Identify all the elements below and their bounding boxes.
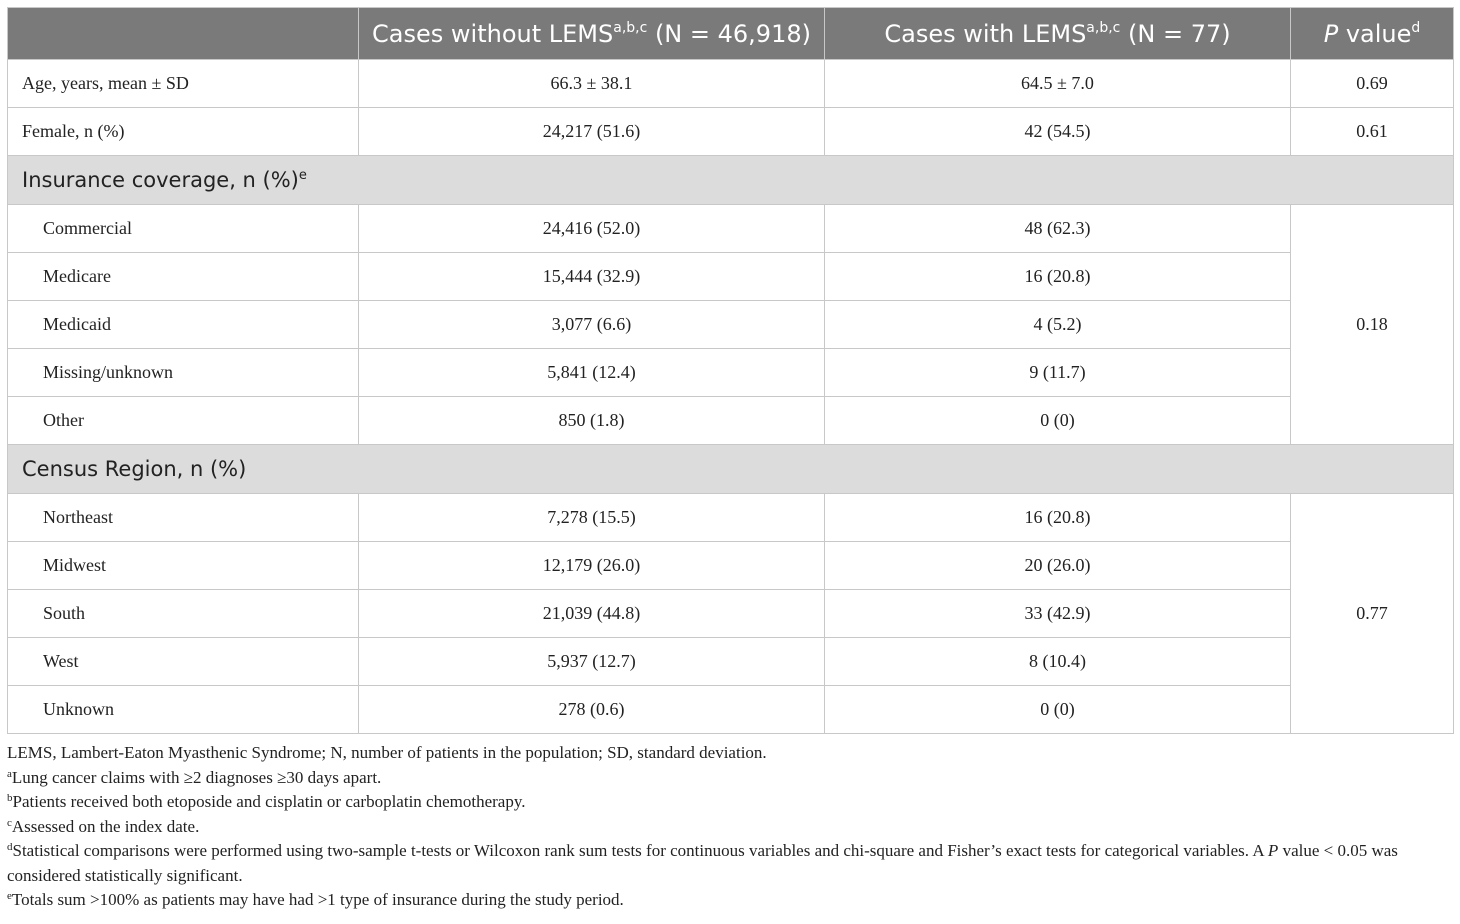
cell-without-lems: 850 (1.8) bbox=[359, 397, 825, 445]
cell-with-lems: 33 (42.9) bbox=[825, 590, 1291, 638]
cell-with-lems: 16 (20.8) bbox=[825, 494, 1291, 542]
cell-without-lems: 12,179 (26.0) bbox=[359, 542, 825, 590]
section-title-insurance: Insurance coverage, n (%)$^e$ bbox=[8, 156, 1454, 205]
section-row-region bbox=[8, 445, 1454, 494]
section-title-region: Census Region, n (%) bbox=[8, 445, 1454, 494]
table-row bbox=[8, 253, 1454, 301]
footnote-e: $^e$Totals sum >100% as patients may have had >1 type of insurance during the study period. bbox=[7, 890, 624, 909]
cell-without-lems: 24,416 (52.0) bbox=[359, 205, 825, 253]
cell-with-lems: 0 (0) bbox=[825, 397, 1291, 445]
table-row bbox=[8, 397, 1454, 445]
cell-with-lems: 20 (26.0) bbox=[825, 542, 1291, 590]
row-label: Medicare bbox=[8, 253, 359, 301]
section-row-insurance bbox=[8, 156, 1454, 205]
cell-without-lems: 21,039 (44.8) bbox=[359, 590, 825, 638]
row-label: South bbox=[8, 590, 359, 638]
header-row bbox=[8, 8, 1454, 60]
table-row bbox=[8, 590, 1454, 638]
cell-with-lems: 0 (0) bbox=[825, 686, 1291, 734]
cell-with-lems: 9 (11.7) bbox=[825, 349, 1291, 397]
cell-with-lems: 4 (5.2) bbox=[825, 301, 1291, 349]
table-row bbox=[8, 638, 1454, 686]
row-label: Unknown bbox=[8, 686, 359, 734]
row-label: Other bbox=[8, 397, 359, 445]
cell-without-lems: 5,937 (12.7) bbox=[359, 638, 825, 686]
cell-with-lems: 48 (62.3) bbox=[825, 205, 1291, 253]
footnote-c: $^c$Assessed on the index date. bbox=[7, 816, 200, 836]
table-row bbox=[8, 349, 1454, 397]
table-row bbox=[8, 686, 1454, 734]
cell-without-lems: 5,841 (12.4) bbox=[359, 349, 825, 397]
cell-without-lems: 66.3 ± 38.1 bbox=[359, 60, 825, 108]
table-container bbox=[7, 7, 1453, 913]
table-row-age bbox=[8, 60, 1454, 108]
footnotes bbox=[7, 741, 1453, 913]
row-label: Commercial bbox=[8, 205, 359, 253]
cell-without-lems: 7,278 (15.5) bbox=[359, 494, 825, 542]
cell-with-lems: 8 (10.4) bbox=[825, 638, 1291, 686]
header-cases-without-lems: Cases without LEMS$^{a,b,c}$ (N = 46,918) bbox=[359, 8, 825, 60]
row-label: Midwest bbox=[8, 542, 359, 590]
header-empty-cell bbox=[8, 8, 359, 60]
footnote-d: $^d$Statistical comparisons were performed using two-sample t-tests or Wilcoxon rank sum tests for continuous variables and chi-square and Fisher’s exact tests for categorical variables. A P value < 0.05 was considered statistically significant. bbox=[7, 841, 1398, 885]
row-label: Missing/unknown bbox=[8, 349, 359, 397]
table-row bbox=[8, 205, 1454, 253]
cell-with-lems: 64.5 ± 7.0 bbox=[825, 60, 1291, 108]
row-label: West bbox=[8, 638, 359, 686]
header-cases-with-lems: Cases with LEMS$^{a,b,c}$ (N = 77) bbox=[825, 8, 1291, 60]
cell-without-lems: 24,217 (51.6) bbox=[359, 108, 825, 156]
row-label: Age, years, mean ± SD bbox=[8, 60, 359, 108]
header-p-value: P value$^d$ bbox=[1291, 8, 1454, 60]
cell-without-lems: 3,077 (6.6) bbox=[359, 301, 825, 349]
table-row bbox=[8, 494, 1454, 542]
cell-with-lems: 16 (20.8) bbox=[825, 253, 1291, 301]
cell-p-value-insurance: 0.18 bbox=[1291, 205, 1454, 445]
demographics-table bbox=[7, 7, 1454, 734]
row-label: Northeast bbox=[8, 494, 359, 542]
table-row bbox=[8, 301, 1454, 349]
cell-p-value-region: 0.77 bbox=[1291, 494, 1454, 734]
row-label: Medicaid bbox=[8, 301, 359, 349]
cell-p-value: 0.61 bbox=[1291, 108, 1454, 156]
table-row-female bbox=[8, 108, 1454, 156]
footnote-b: $^b$Patients received both etoposide and cisplatin or carboplatin chemotherapy. bbox=[7, 792, 526, 811]
footnote-a: $^a$Lung cancer claims with ≥2 diagnoses ≥30 days apart. bbox=[7, 767, 382, 787]
cell-p-value: 0.69 bbox=[1291, 60, 1454, 108]
table-row bbox=[8, 542, 1454, 590]
row-label: Female, n (%) bbox=[8, 108, 359, 156]
cell-without-lems: 15,444 (32.9) bbox=[359, 253, 825, 301]
footnote-abbreviations: LEMS, Lambert-Eaton Myasthenic Syndrome; N, number of patients in the population; SD, standard deviation. bbox=[7, 743, 767, 762]
cell-without-lems: 278 (0.6) bbox=[359, 686, 825, 734]
cell-with-lems: 42 (54.5) bbox=[825, 108, 1291, 156]
